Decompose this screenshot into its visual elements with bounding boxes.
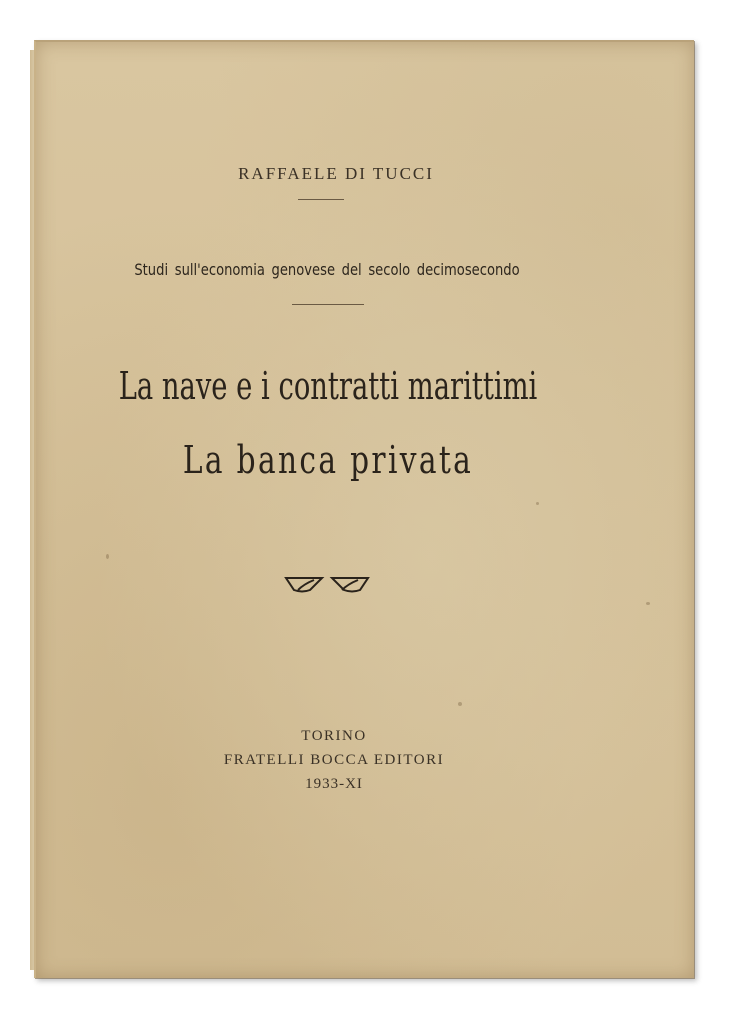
ornament-icon bbox=[284, 574, 370, 594]
author-name: RAFFAELE DI TUCCI bbox=[238, 164, 434, 183]
publication-place: TORINO bbox=[301, 728, 367, 744]
subtitle: Studi sull'economia genovese del secolo decimosecondo bbox=[134, 260, 520, 279]
paper-speck bbox=[536, 502, 539, 505]
paper-speck bbox=[646, 602, 650, 605]
paper-speck bbox=[458, 702, 462, 706]
title-line-2: La banca privata bbox=[182, 438, 474, 482]
book-cover bbox=[34, 40, 694, 978]
divider-rule bbox=[298, 199, 344, 200]
title-line-1: La nave e i contratti marittimi bbox=[118, 364, 538, 408]
publication-year: 1933-XI bbox=[305, 776, 363, 792]
paper-speck bbox=[106, 554, 109, 559]
publisher-name: FRATELLI BOCCA EDITORI bbox=[223, 752, 445, 768]
divider-rule bbox=[292, 304, 364, 305]
